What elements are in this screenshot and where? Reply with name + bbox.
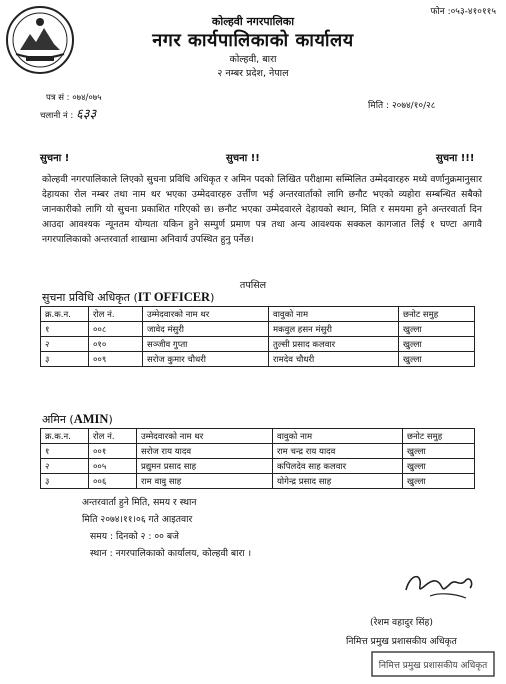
notice-heading-3: सुचना !!! — [436, 153, 475, 164]
father-name-cell: योगेन्द्र प्रसाद साह — [273, 474, 403, 489]
details-heading: तपसिल — [239, 280, 267, 291]
letter-date — [368, 98, 435, 111]
group-cell: खुल्ला — [403, 459, 475, 474]
roll-cell: ००९ — [89, 352, 143, 367]
address-line-2: २ नम्बर प्रदेश, नेपाल — [217, 68, 289, 79]
candidate-name-cell: राम वावु साह — [137, 474, 273, 489]
column-header: उम्मेदवारको नाम थर — [137, 429, 273, 444]
column-header: छनोट समुह — [403, 429, 475, 444]
group-cell: खुल्ला — [399, 337, 475, 352]
serial-cell: २ — [41, 459, 89, 474]
section-title-it-officer — [42, 290, 214, 305]
roll-cell: ००५ — [89, 459, 137, 474]
letter-number-value: ०७४/०७५ — [72, 93, 102, 103]
date-label: मिति : — [368, 101, 390, 111]
candidates-table-amin — [40, 428, 475, 489]
address-line-1: कोल्हवी, बारा — [229, 54, 277, 65]
column-header: वावुको नाम — [269, 307, 399, 322]
serial-cell: ३ — [41, 352, 89, 367]
table-row — [41, 459, 475, 474]
table-header-row — [41, 307, 475, 322]
father-name-cell: तुल्सी प्रसाद कलवार — [269, 337, 399, 352]
section-title-np: अमिन ( — [42, 413, 74, 426]
table-row — [41, 322, 475, 337]
serial-cell: १ — [41, 322, 89, 337]
section-title-en: IT OFFICER — [137, 290, 211, 304]
table-row — [41, 337, 475, 352]
column-header: क्र.क.न. — [41, 429, 89, 444]
dispatch-number-label: चलानी नं : — [40, 111, 74, 121]
roll-cell: ०१० — [89, 337, 143, 352]
signer-name: (रेशम वहादुर सिंह) — [370, 617, 433, 628]
group-cell: खुल्ला — [403, 444, 475, 459]
notice-heading-1: सुचना ! — [40, 153, 70, 164]
table-header-row — [41, 429, 475, 444]
interview-venue: स्थान : नगरपालिकाको कार्यालय, कोल्हवी बारा । — [90, 548, 252, 559]
letter-number — [46, 92, 102, 103]
candidate-name-cell: सञ्जीव गुप्ता — [143, 337, 269, 352]
candidate-name-cell: प्रद्युमन प्रसाद साह — [137, 459, 273, 474]
svg-text:निमित्त प्रमुख प्रशासकीय अधिकृ: निमित्त प्रमुख प्रशासकीय अधिकृत — [378, 661, 488, 671]
dispatch-number — [40, 104, 96, 122]
group-cell: खुल्ला — [399, 322, 475, 337]
section-title-np: सुचना प्रविधि अधिकृत ( — [42, 291, 138, 304]
group-cell: खुल्ला — [403, 474, 475, 489]
serial-cell: ३ — [41, 474, 89, 489]
section-title-en: AMIN — [73, 412, 109, 426]
section-title-end: ) — [108, 413, 113, 426]
candidates-table-it-officer — [40, 306, 475, 367]
roll-cell: ००६ — [89, 474, 137, 489]
column-header: छनोट समुह — [399, 307, 475, 322]
column-header: उम्मेदवारको नाम थर — [143, 307, 269, 322]
father-name-cell: राम चन्द्र राय यादव — [273, 444, 403, 459]
official-stamp — [370, 650, 496, 678]
notice-heading-2: सुचना !! — [226, 153, 260, 164]
candidate-name-cell: सरोज राय यादव — [137, 444, 273, 459]
municipality-name: कोल्हवी नगरपालिका — [211, 15, 295, 28]
candidate-name-cell: सरोज कुमार चौधरी — [143, 352, 269, 367]
dispatch-number-value: ६३३ — [75, 107, 97, 122]
signer-role: निमित्त प्रमुख प्रशासकीय अधिकृत — [346, 636, 457, 647]
roll-cell: ००१ — [89, 444, 137, 459]
office-title: नगर कार्यपालिकाको कार्यालय — [152, 30, 354, 51]
interview-details — [82, 494, 251, 562]
table-row — [41, 352, 475, 367]
roll-cell: ००८ — [89, 322, 143, 337]
father-name-cell: रामदेव चौधरी — [269, 352, 399, 367]
section-title-end: ) — [210, 291, 215, 304]
interview-date: मिति २०७४।११।०६ गते आइतवार — [82, 514, 193, 525]
column-header: वावुको नाम — [273, 429, 403, 444]
column-header: रोल नं. — [89, 307, 143, 322]
group-cell: खुल्ला — [399, 352, 475, 367]
phone-number: फोन :०५३-४१०११५ — [430, 7, 496, 17]
notice-body: कोल्हवी नगरपालिकाले लिएको सुचना प्रविधि अधिकृत र अमिन पदको लिखित परीक्षामा सम्मिलित उम्मेदवारहरु मध्ये वर्णानुक्रमानुसार देहायका रोल नम्बर तथा नाम थर भएका उम्मेदवारहरु उर्त्तीण भई अन्तरवार्ताको लागि छनौट भएको व्यहोरा सम्बन्धित सबैको जानकारीको लागि यो सुचना प्रकाशित गरिएको छ। छनौट भएका उम्मेदवारले देहायको स्थान, मिति र समयमा हुने अन्तरवार्ता दिन आउदा आवश्यक न्यूनतम योग्यता यकिन हुने सम्पुर्ण प्रमाण पत्र तथा अन्य आवश्यक सक्कल कागजात लिई १ घण्टा अगावै नगरपालिकाको अन्तरवार्ता शाखामा अनिवार्य उपस्थित हुनु पर्नेछ। — [42, 174, 482, 245]
table-row — [41, 474, 475, 489]
letter-number-label: पत्र सं : — [46, 93, 70, 103]
interview-time: समय : दिनको २ : ०० बजे — [90, 531, 179, 542]
handwritten-signature — [400, 566, 480, 604]
serial-cell: १ — [41, 444, 89, 459]
serial-cell: २ — [41, 337, 89, 352]
column-header: रोल नं. — [89, 429, 137, 444]
column-header: क्र.क.न. — [41, 307, 89, 322]
father-name-cell: मकवुल हसन मंसुरी — [269, 322, 399, 337]
section-title-amin — [42, 412, 113, 427]
interview-heading: अन्तरवार्ता हुने मिति, समय र स्थान — [82, 497, 197, 508]
date-value: २०७४/१०/२८ — [391, 101, 436, 111]
table-row — [41, 444, 475, 459]
candidate-name-cell: जावेद मंसुरी — [143, 322, 269, 337]
father-name-cell: कपिलदेव साह कलवार — [273, 459, 403, 474]
